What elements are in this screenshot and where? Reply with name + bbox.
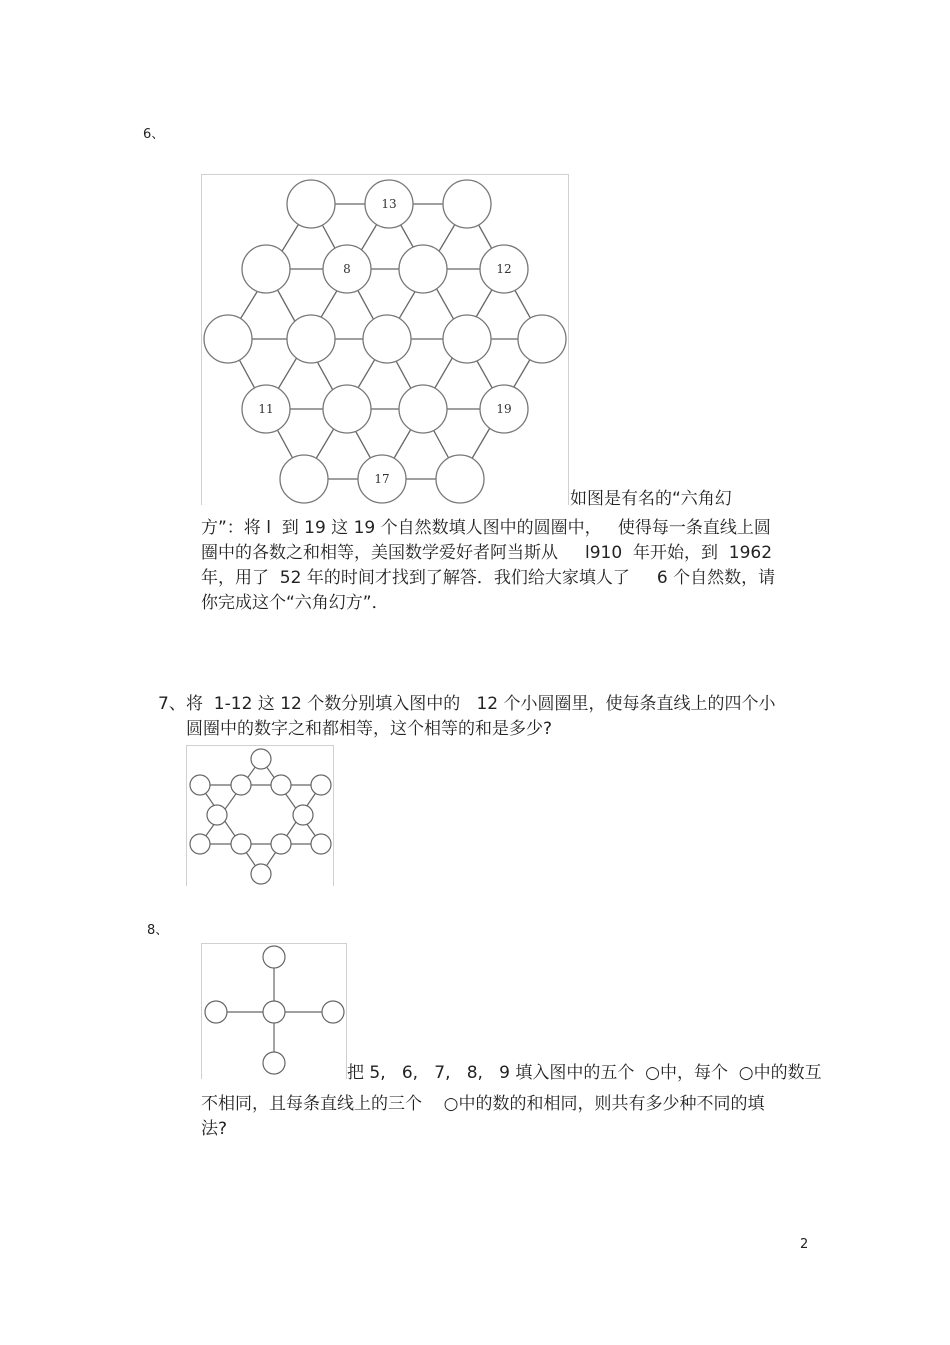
circle-number: 13	[381, 197, 397, 211]
problem-6-text-line: 圈中的各数之和相等，美国数学爱好者阿当斯从 l910 年开始，到 1962	[201, 543, 773, 563]
circle-number: 12	[496, 262, 512, 276]
problem-8-text-line: 不相同，且每条直线上的三个 ○中的数的和相同，则共有多少种不同的填	[201, 1094, 765, 1114]
cross-diagram	[202, 944, 346, 1079]
problem-6-text-start: 如图是有名的“六角幻	[570, 489, 732, 509]
page-number: 2	[800, 1237, 809, 1252]
circle-number: 19	[496, 402, 512, 416]
problem-7-number: 7、	[158, 694, 186, 714]
problem-6-number: 6、	[143, 127, 165, 142]
cross-figure	[201, 943, 347, 1079]
circle-number: 11	[258, 402, 274, 416]
star-of-david-figure	[186, 745, 334, 886]
problem-6-text-line: 年，用了 52 年的时间才找到了解答．我们给大家填人了 6 个自然数，请	[201, 568, 776, 588]
circle-number: 8	[343, 262, 351, 276]
problem-8-number: 8、	[147, 923, 169, 938]
hexagon-diagram	[202, 175, 568, 505]
problem-8-text-line: 法?	[201, 1119, 228, 1139]
problem-7-text-line: 将 1-12 这 12 个数分别填入图中的 12 个小圆圈里，使每条直线上的四个小	[186, 694, 776, 714]
problem-6-text-line: 方”：将 l 到 19 这 19 个自然数填人图中的圆圈中， 使得每一条直线上圆	[201, 518, 771, 538]
star-diagram	[187, 746, 333, 886]
circle-number: 17	[374, 472, 390, 486]
problem-7-text-line: 圆圈中的数字之和都相等，这个相等的和是多少?	[186, 719, 553, 739]
problem-8-text-start: 把 5, 6, 7, 8, 9 填入图中的五个 ○中，每个 ○中的数互	[347, 1063, 822, 1083]
hexagonal-magic-figure	[201, 174, 569, 505]
problem-6-text-line: 你完成这个“六角幻方”．	[201, 593, 389, 613]
